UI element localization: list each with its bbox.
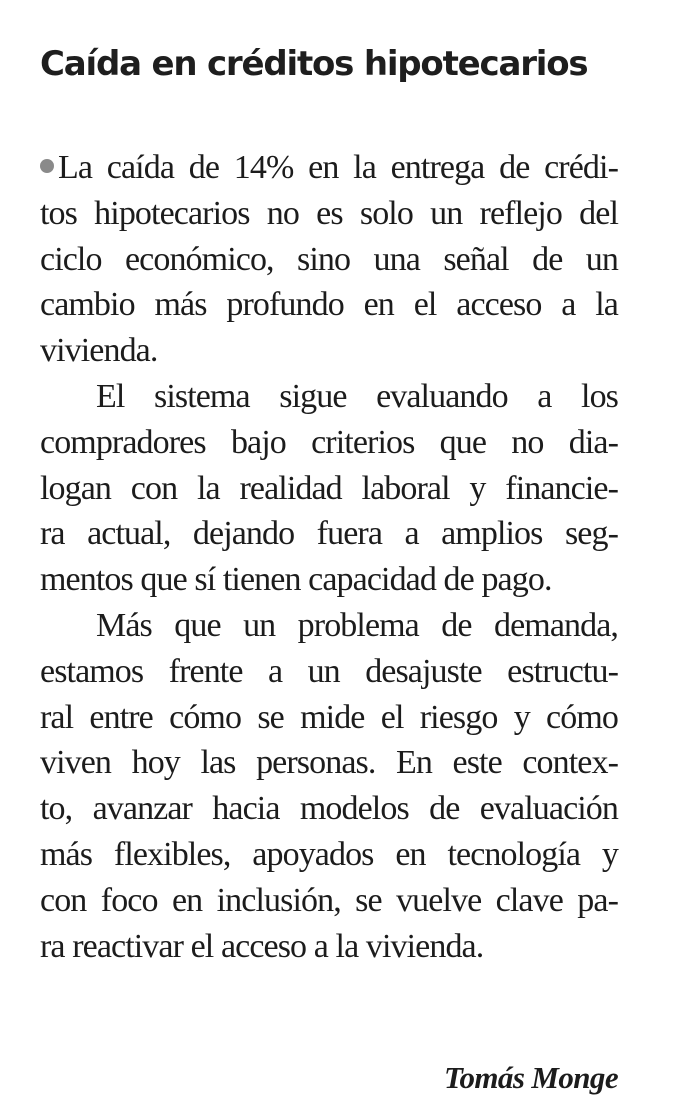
paragraph-1-line-2: tos hipotecarios no es solo un reflejo del [40,194,618,232]
paragraph-1-line-1 [40,145,618,191]
line-text: La caída de 14% en la entrega de crédi- [58,149,618,186]
paragraph-2-line-3: logan con la realidad laboral y financie- [40,469,618,507]
paragraph-3-line-6: más flexibles, apoyados en tecnología y [40,835,618,873]
paragraph-3-line-1: Más que un problema de demanda, [96,606,618,644]
author-byline: Tomás Monge [444,1060,618,1095]
paragraph-1-line-4: cambio más profundo en el acceso a la [40,286,618,324]
paragraph-3-line-5: to, avanzar hacia modelos de evaluación [40,790,618,828]
paragraph-3-line-7: con foco en inclusión, se vuelve clave pa- [40,881,618,919]
paragraph-1-line-3: ciclo económico, sino una señal de un [40,240,618,278]
paragraph-2-line-2: compradores bajo criterios que no dia- [40,423,618,461]
headline: Caída en créditos hipotecarios [40,44,588,84]
paragraph-3-line-3: ral entre cómo se mide el riesgo y cómo [40,698,618,736]
paragraph-1-line-5: vivienda. [40,332,158,370]
paragraph-3-line-2: estamos frente a un desajuste estructu- [40,652,618,690]
bullet-icon [40,159,54,173]
paragraph-2-line-1: El sistema sigue evaluando a los [96,377,618,415]
paragraph-3-line-8: ra reactivar el acceso a la vivienda. [40,927,484,965]
paragraph-2-line-4: ra actual, dejando fuera a amplios seg- [40,515,618,553]
article-body [40,145,618,969]
paragraph-2-line-5: mentos que sí tienen capacidad de pago. [40,561,552,599]
paragraph-3-line-4: viven hoy las personas. En este contex- [40,744,618,782]
